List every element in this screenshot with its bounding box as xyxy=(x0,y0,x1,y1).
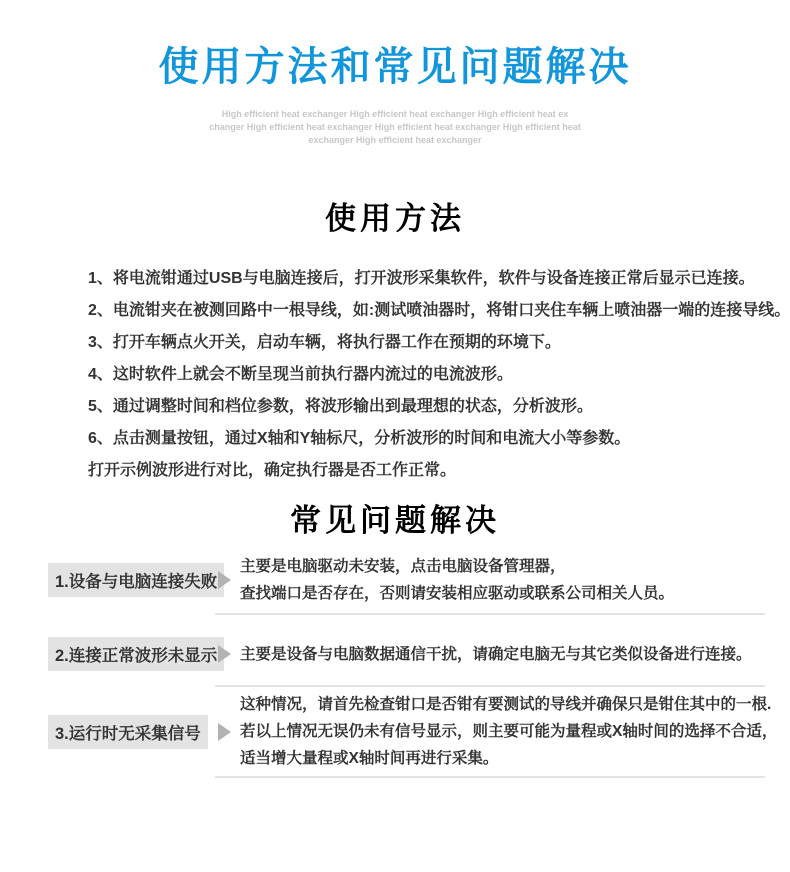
faq-label-column xyxy=(48,637,218,671)
usage-step: 4、这时软件上就会不断呈现当前执行器内流过的电流波形。 xyxy=(88,366,513,383)
usage-step: 1、将电流钳通过USB与电脑连接后，打开波形采集软件，软件与设备连接正常后显示已连接。 xyxy=(88,270,755,287)
faq-label-column xyxy=(48,715,218,749)
usage-steps-list xyxy=(88,269,790,481)
faq-answer xyxy=(240,691,777,772)
answer-line: 主要是电脑驱动未安装，点击电脑设备管理器， xyxy=(240,558,566,575)
watermark-line: changer High efficient heat exchanger High efficient heat exchanger High efficient heat xyxy=(209,122,581,132)
faq-label-badge: 3.运行时无采集信号 xyxy=(48,715,208,749)
arrow-right-icon xyxy=(218,723,231,741)
usage-step: 6、点击测量按钮，通过X轴和Y轴标尺，分析波形的时间和电流大小等参数。 xyxy=(88,430,631,447)
faq-answer xyxy=(240,553,674,607)
faq-item xyxy=(48,553,760,613)
faq-label-column xyxy=(48,563,218,597)
faq-answer xyxy=(240,641,752,668)
faq-item xyxy=(48,615,760,685)
usage-step: 2、电流钳夹在被测回路中一根导线，如:测试喷油器时，将钳口夹住车辆上喷油器一端的连接导线。 xyxy=(88,302,790,319)
usage-step: 5、通过调整时间和档位参数，将波形输出到最理想的状态，分析波形。 xyxy=(88,398,593,415)
answer-line: 适当增大量程或X轴时间再进行采集。 xyxy=(240,750,499,767)
answer-line: 这种情况，请首先检查钳口是否钳有要测试的导线并确保只是钳住其中的一根. xyxy=(240,696,772,713)
faq-heading: 常见问题解决 xyxy=(290,503,500,538)
watermark-line: exchanger High efficient heat exchanger xyxy=(308,135,482,145)
usage-heading: 使用方法 xyxy=(325,201,465,236)
arrow-right-icon xyxy=(218,645,231,663)
faq-section xyxy=(0,553,790,778)
arrow-right-icon xyxy=(218,571,231,589)
usage-note: 打开示例波形进行对比，确定执行器是否工作正常。 xyxy=(88,462,457,479)
watermark-line: High efficient heat exchanger High efficient heat exchanger High efficient heat ex xyxy=(221,109,569,119)
answer-line: 若以上情况无误仍未有信号显示，则主要可能为量程或X轴时间的选择不合适， xyxy=(240,723,778,740)
faq-label-badge: 1.设备与电脑连接失败 xyxy=(48,563,224,597)
answer-line: 查找端口是否存在，否则请安装相应驱动或联系公司相关人员。 xyxy=(240,585,675,602)
faq-label-badge: 2.连接正常波形未显示 xyxy=(48,637,224,671)
page-title: 使用方法和常见问题解决 xyxy=(158,45,632,89)
faq-item xyxy=(48,687,778,776)
answer-line: 主要是设备与电脑数据通信干扰，请确定电脑无与其它类似设备进行连接。 xyxy=(240,645,752,663)
divider xyxy=(215,776,765,778)
watermark xyxy=(0,108,790,147)
usage-step: 3、打开车辆点火开关，启动车辆，将执行器工作在预期的环境下。 xyxy=(88,334,561,351)
